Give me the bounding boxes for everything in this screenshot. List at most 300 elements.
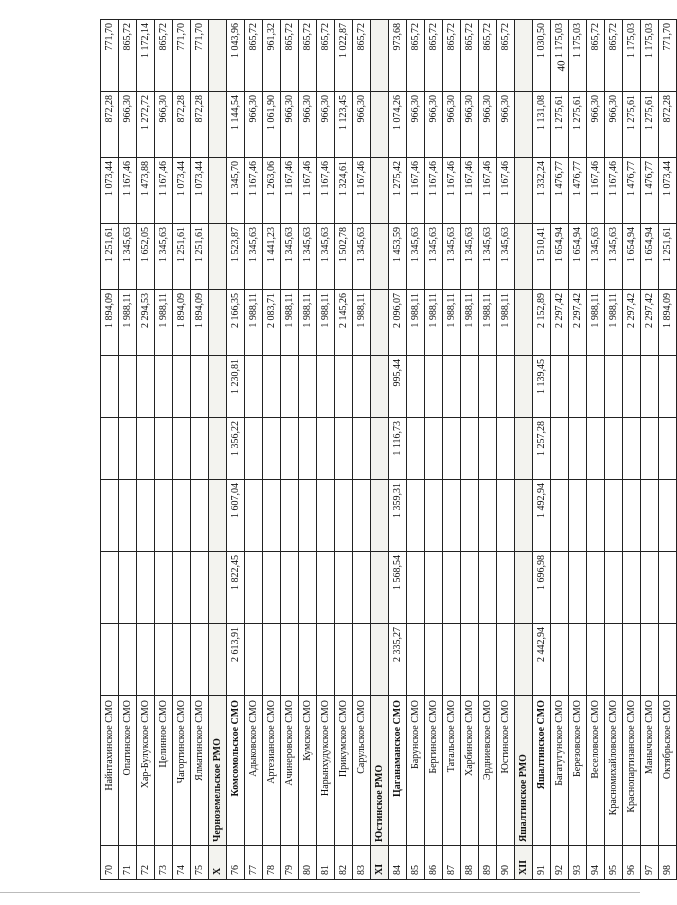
municipality-name-cell: Ялматинское СМО <box>191 696 209 846</box>
value-cell-c6: 1 988,11 <box>245 290 263 356</box>
value-cell-c3 <box>587 480 605 552</box>
value-cell-c7: 1 510,41 <box>533 224 551 290</box>
row-number-cell: 75 <box>191 846 209 880</box>
value-cell-c8: 1 073,44 <box>191 158 209 224</box>
value-cell-c5 <box>209 356 227 418</box>
row-number-cell: 96 <box>623 846 641 880</box>
value-cell-c9: 966,30 <box>299 92 317 158</box>
value-cell-c1 <box>407 624 425 696</box>
value-cell-c6: 1 894,09 <box>101 290 119 356</box>
value-cell-c10: 1 175,03 <box>569 20 587 92</box>
value-cell-c3 <box>245 480 263 552</box>
row-number-cell: 81 <box>317 846 335 880</box>
value-cell-c5 <box>515 356 533 418</box>
value-cell-c7: 1 345,63 <box>299 224 317 290</box>
value-cell-c5 <box>317 356 335 418</box>
value-cell-c9: 1 275,61 <box>551 92 569 158</box>
value-cell-c6: 1 988,11 <box>299 290 317 356</box>
value-cell-c1 <box>623 624 641 696</box>
value-cell-c1 <box>137 624 155 696</box>
value-cell-c5: 995,44 <box>389 356 407 418</box>
table-row <box>155 20 173 880</box>
value-cell-c3 <box>497 480 515 552</box>
value-cell-c8: 1 167,46 <box>587 158 605 224</box>
value-cell-c3 <box>425 480 443 552</box>
value-cell-c3 <box>119 480 137 552</box>
value-cell-c5: 1 230,81 <box>227 356 245 418</box>
value-cell-c5 <box>101 356 119 418</box>
value-cell-c8: 1 473,88 <box>137 158 155 224</box>
value-cell-c10: 771,70 <box>191 20 209 92</box>
value-cell-c4 <box>101 418 119 480</box>
value-cell-c5: 1 139,45 <box>533 356 551 418</box>
value-cell-c2 <box>623 552 641 624</box>
value-cell-c7: 1 654,94 <box>623 224 641 290</box>
value-cell-c8: 1 476,77 <box>623 158 641 224</box>
municipality-name-cell: Манычское СМО <box>641 696 659 846</box>
row-number-cell: 92 <box>551 846 569 880</box>
value-cell-c7: 1 523,87 <box>227 224 245 290</box>
value-cell-c1 <box>281 624 299 696</box>
value-cell-c2 <box>371 552 389 624</box>
value-cell-c8: 1 167,46 <box>299 158 317 224</box>
table-row <box>353 20 371 880</box>
value-cell-c6 <box>515 290 533 356</box>
table-row <box>533 20 551 880</box>
value-cell-c9 <box>515 92 533 158</box>
value-cell-c4: 1 116,73 <box>389 418 407 480</box>
value-cell-c2 <box>479 552 497 624</box>
value-cell-c1 <box>659 624 677 696</box>
value-cell-c9: 1 074,26 <box>389 92 407 158</box>
value-cell-c5 <box>587 356 605 418</box>
value-cell-c4 <box>371 418 389 480</box>
value-cell-c3 <box>371 480 389 552</box>
value-cell-c10: 1 172,14 <box>137 20 155 92</box>
value-cell-c3 <box>155 480 173 552</box>
table-row <box>389 20 407 880</box>
value-cell-c3 <box>443 480 461 552</box>
municipality-name-cell: Березовское СМО <box>569 696 587 846</box>
value-cell-c7: 1 654,94 <box>551 224 569 290</box>
value-cell-c10 <box>209 20 227 92</box>
value-cell-c2 <box>407 552 425 624</box>
value-cell-c4 <box>245 418 263 480</box>
value-cell-c10: 771,70 <box>101 20 119 92</box>
value-cell-c3 <box>137 480 155 552</box>
value-cell-c8: 1 167,46 <box>119 158 137 224</box>
row-number-cell: 70 <box>101 846 119 880</box>
table-row <box>497 20 515 880</box>
value-cell-c8: 1 167,46 <box>425 158 443 224</box>
value-cell-c9: 966,30 <box>461 92 479 158</box>
row-number-cell: 79 <box>281 846 299 880</box>
value-cell-c1 <box>641 624 659 696</box>
value-cell-c9: 1 275,61 <box>641 92 659 158</box>
value-cell-c4 <box>551 418 569 480</box>
municipality-name-cell: Яшалтинское РМО <box>515 696 533 846</box>
value-cell-c5 <box>623 356 641 418</box>
value-cell-c2 <box>587 552 605 624</box>
value-cell-c6: 2 297,42 <box>641 290 659 356</box>
value-cell-c1 <box>245 624 263 696</box>
value-cell-c5 <box>551 356 569 418</box>
value-cell-c3 <box>263 480 281 552</box>
value-cell-c9: 966,30 <box>407 92 425 158</box>
value-cell-c2 <box>641 552 659 624</box>
value-cell-c9: 966,30 <box>119 92 137 158</box>
municipality-name-cell: Харбинское СМО <box>461 696 479 846</box>
table-row <box>461 20 479 880</box>
value-cell-c3 <box>605 480 623 552</box>
municipality-name-cell: Нарынхудукское СМО <box>317 696 335 846</box>
value-cell-c10: 865,72 <box>281 20 299 92</box>
value-cell-c7: 1 251,61 <box>191 224 209 290</box>
group-header-row <box>209 20 227 880</box>
value-cell-c7: 1 441,23 <box>263 224 281 290</box>
municipality-name-cell: Чагортинское СМО <box>173 696 191 846</box>
value-cell-c1: 2 613,91 <box>227 624 245 696</box>
table-row <box>425 20 443 880</box>
value-cell-c5 <box>371 356 389 418</box>
value-cell-c9: 966,30 <box>353 92 371 158</box>
row-number-cell: X <box>209 846 227 880</box>
municipality-name-cell: Багатугунское СМО <box>551 696 569 846</box>
value-cell-c1: 2 335,27 <box>389 624 407 696</box>
table-row <box>245 20 263 880</box>
table-row <box>605 20 623 880</box>
value-cell-c3 <box>317 480 335 552</box>
value-cell-c9: 1 131,08 <box>533 92 551 158</box>
row-number-cell: 80 <box>299 846 317 880</box>
row-number-cell: 71 <box>119 846 137 880</box>
row-number-cell: 86 <box>425 846 443 880</box>
value-cell-c10: 865,72 <box>407 20 425 92</box>
value-cell-c5 <box>155 356 173 418</box>
municipality-name-cell: Краснопартизанское СМО <box>623 696 641 846</box>
value-cell-c2 <box>317 552 335 624</box>
table-row <box>569 20 587 880</box>
value-cell-c3 <box>479 480 497 552</box>
value-cell-c1 <box>371 624 389 696</box>
value-cell-c5 <box>407 356 425 418</box>
value-cell-c4 <box>209 418 227 480</box>
value-cell-c1 <box>551 624 569 696</box>
value-cell-c1 <box>119 624 137 696</box>
group-header-row <box>371 20 389 880</box>
value-cell-c9: 966,30 <box>605 92 623 158</box>
value-cell-c8 <box>209 158 227 224</box>
value-cell-c5 <box>659 356 677 418</box>
value-cell-c5 <box>191 356 209 418</box>
table-row <box>335 20 353 880</box>
municipality-name-cell: Октябрьское СМО <box>659 696 677 846</box>
value-cell-c5 <box>299 356 317 418</box>
value-cell-c6: 2 145,26 <box>335 290 353 356</box>
value-cell-c6: 2 297,42 <box>551 290 569 356</box>
value-cell-c3 <box>461 480 479 552</box>
value-cell-c7: 1 345,63 <box>245 224 263 290</box>
value-cell-c9: 966,30 <box>443 92 461 158</box>
value-cell-c6: 2 083,71 <box>263 290 281 356</box>
value-cell-c10: 865,72 <box>353 20 371 92</box>
value-cell-c2 <box>119 552 137 624</box>
value-cell-c10: 865,72 <box>119 20 137 92</box>
value-cell-c10: 865,72 <box>479 20 497 92</box>
value-cell-c6: 1 988,11 <box>479 290 497 356</box>
municipality-name-cell: Красномихайловское СМО <box>605 696 623 846</box>
value-cell-c7: 1 345,63 <box>407 224 425 290</box>
municipality-name-cell: Юстинское СМО <box>497 696 515 846</box>
value-cell-c8: 1 167,46 <box>281 158 299 224</box>
value-cell-c4 <box>479 418 497 480</box>
table-body <box>101 20 677 880</box>
value-cell-c2 <box>155 552 173 624</box>
value-cell-c4 <box>623 418 641 480</box>
municipality-name-cell: Прикумское СМО <box>335 696 353 846</box>
value-cell-c3 <box>569 480 587 552</box>
value-cell-c4 <box>425 418 443 480</box>
value-cell-c2: 1 568,54 <box>389 552 407 624</box>
value-cell-c2 <box>299 552 317 624</box>
value-cell-c5 <box>479 356 497 418</box>
municipality-name-cell: Опатинское СМО <box>119 696 137 846</box>
value-cell-c1 <box>443 624 461 696</box>
value-cell-c6: 1 988,11 <box>407 290 425 356</box>
value-cell-c3 <box>299 480 317 552</box>
value-cell-c4 <box>515 418 533 480</box>
value-cell-c4 <box>659 418 677 480</box>
value-cell-c2 <box>191 552 209 624</box>
value-cell-c4: 1 356,22 <box>227 418 245 480</box>
value-cell-c8 <box>515 158 533 224</box>
table-row <box>227 20 245 880</box>
value-cell-c7: 1 345,63 <box>443 224 461 290</box>
value-cell-c6: 1 988,11 <box>281 290 299 356</box>
value-cell-c1 <box>353 624 371 696</box>
value-cell-c7: 1 654,94 <box>641 224 659 290</box>
value-cell-c7 <box>209 224 227 290</box>
value-cell-c2 <box>461 552 479 624</box>
value-cell-c2 <box>353 552 371 624</box>
value-cell-c9: 1 123,45 <box>335 92 353 158</box>
value-cell-c2: 1 696,98 <box>533 552 551 624</box>
value-cell-c7: 1 652,05 <box>137 224 155 290</box>
table-row <box>443 20 461 880</box>
municipality-name-cell: Веселовское СМО <box>587 696 605 846</box>
table-row <box>587 20 605 880</box>
value-cell-c10: 1 043,96 <box>227 20 245 92</box>
value-cell-c9: 966,30 <box>281 92 299 158</box>
value-cell-c8: 1 332,24 <box>533 158 551 224</box>
value-cell-c3 <box>659 480 677 552</box>
value-cell-c2 <box>263 552 281 624</box>
row-number-cell: 83 <box>353 846 371 880</box>
table-row <box>281 20 299 880</box>
municipality-name-cell: Целинное СМО <box>155 696 173 846</box>
value-cell-c10: 1 175,03 <box>623 20 641 92</box>
value-cell-c7: 1 345,63 <box>155 224 173 290</box>
row-number-cell: 91 <box>533 846 551 880</box>
row-number-cell: XII <box>515 846 533 880</box>
table-row <box>263 20 281 880</box>
value-cell-c10: 865,72 <box>299 20 317 92</box>
value-cell-c4 <box>605 418 623 480</box>
value-cell-c1 <box>263 624 281 696</box>
table-row <box>623 20 641 880</box>
value-cell-c8: 1 167,46 <box>317 158 335 224</box>
value-cell-c3 <box>623 480 641 552</box>
table-row <box>641 20 659 880</box>
value-cell-c4 <box>497 418 515 480</box>
value-cell-c10: 865,72 <box>605 20 623 92</box>
value-cell-c10: 1 030,50 <box>533 20 551 92</box>
table-row <box>191 20 209 880</box>
municipality-name-cell: Хар-Булукское СМО <box>137 696 155 846</box>
row-number-cell: 90 <box>497 846 515 880</box>
value-cell-c5 <box>245 356 263 418</box>
value-cell-c6: 1 988,11 <box>587 290 605 356</box>
tariff-table <box>100 19 677 880</box>
row-number-cell: 73 <box>155 846 173 880</box>
value-cell-c2 <box>569 552 587 624</box>
value-cell-c5 <box>119 356 137 418</box>
value-cell-c4 <box>299 418 317 480</box>
municipality-name-cell: Найнтахинское СМО <box>101 696 119 846</box>
row-number-cell: 77 <box>245 846 263 880</box>
value-cell-c6: 1 894,09 <box>173 290 191 356</box>
value-cell-c8 <box>371 158 389 224</box>
value-cell-c4 <box>443 418 461 480</box>
value-cell-c9: 1 144,54 <box>227 92 245 158</box>
value-cell-c6: 1 988,11 <box>317 290 335 356</box>
value-cell-c3 <box>407 480 425 552</box>
value-cell-c8: 1 167,46 <box>461 158 479 224</box>
municipality-name-cell: Сарульское СМО <box>353 696 371 846</box>
value-cell-c8: 1 324,61 <box>335 158 353 224</box>
value-cell-c3: 1 492,94 <box>533 480 551 552</box>
value-cell-c2 <box>173 552 191 624</box>
value-cell-c1 <box>209 624 227 696</box>
row-number-cell: 85 <box>407 846 425 880</box>
value-cell-c1 <box>173 624 191 696</box>
value-cell-c7: 1 345,63 <box>461 224 479 290</box>
value-cell-c2 <box>101 552 119 624</box>
rotated-table-sheet <box>100 20 673 880</box>
table-row <box>101 20 119 880</box>
value-cell-c10: 865,72 <box>155 20 173 92</box>
value-cell-c9: 1 275,61 <box>623 92 641 158</box>
value-cell-c2 <box>425 552 443 624</box>
value-cell-c5 <box>497 356 515 418</box>
row-number-cell: XI <box>371 846 389 880</box>
table-row <box>137 20 155 880</box>
value-cell-c5 <box>425 356 443 418</box>
value-cell-c2 <box>245 552 263 624</box>
value-cell-c2 <box>281 552 299 624</box>
value-cell-c4 <box>407 418 425 480</box>
municipality-name-cell: Эрдниевское СМО <box>479 696 497 846</box>
value-cell-c4 <box>155 418 173 480</box>
municipality-name-cell: Кумское СМО <box>299 696 317 846</box>
value-cell-c10: 1 175,03 <box>551 20 569 92</box>
value-cell-c9: 966,30 <box>317 92 335 158</box>
value-cell-c4 <box>569 418 587 480</box>
value-cell-c10: 865,72 <box>497 20 515 92</box>
value-cell-c1 <box>425 624 443 696</box>
municipality-name-cell: Комсомольское СМО <box>227 696 245 846</box>
value-cell-c6: 2 294,53 <box>137 290 155 356</box>
value-cell-c9: 872,28 <box>173 92 191 158</box>
municipality-name-cell: Юстинское РМО <box>371 696 389 846</box>
page-number: 40 <box>555 60 568 72</box>
value-cell-c9: 1 061,90 <box>263 92 281 158</box>
table-row <box>317 20 335 880</box>
table-row <box>407 20 425 880</box>
value-cell-c3 <box>281 480 299 552</box>
value-cell-c9: 966,30 <box>587 92 605 158</box>
value-cell-c7 <box>371 224 389 290</box>
row-number-cell: 82 <box>335 846 353 880</box>
group-header-row <box>515 20 533 880</box>
value-cell-c9: 872,28 <box>659 92 677 158</box>
row-number-cell: 97 <box>641 846 659 880</box>
value-cell-c9: 872,28 <box>101 92 119 158</box>
value-cell-c8: 1 345,70 <box>227 158 245 224</box>
value-cell-c8: 1 167,46 <box>407 158 425 224</box>
value-cell-c8: 1 167,46 <box>479 158 497 224</box>
value-cell-c10: 771,70 <box>173 20 191 92</box>
value-cell-c10: 865,72 <box>461 20 479 92</box>
value-cell-c2 <box>137 552 155 624</box>
value-cell-c1 <box>155 624 173 696</box>
value-cell-c8: 1 167,46 <box>443 158 461 224</box>
value-cell-c2 <box>335 552 353 624</box>
value-cell-c3 <box>209 480 227 552</box>
row-number-cell: 84 <box>389 846 407 880</box>
value-cell-c1 <box>569 624 587 696</box>
value-cell-c3: 1 359,31 <box>389 480 407 552</box>
value-cell-c4 <box>191 418 209 480</box>
value-cell-c1 <box>461 624 479 696</box>
value-cell-c4 <box>317 418 335 480</box>
value-cell-c6: 2 152,89 <box>533 290 551 356</box>
value-cell-c6: 2 297,42 <box>569 290 587 356</box>
municipality-name-cell: Бергинское СМО <box>425 696 443 846</box>
value-cell-c6: 1 988,11 <box>497 290 515 356</box>
table-row <box>173 20 191 880</box>
value-cell-c4 <box>119 418 137 480</box>
value-cell-c7: 1 345,63 <box>605 224 623 290</box>
table-row <box>659 20 677 880</box>
value-cell-c6: 1 988,11 <box>443 290 461 356</box>
value-cell-c3 <box>335 480 353 552</box>
value-cell-c10 <box>515 20 533 92</box>
value-cell-c1 <box>587 624 605 696</box>
value-cell-c3 <box>353 480 371 552</box>
value-cell-c8: 1 073,44 <box>659 158 677 224</box>
value-cell-c7: 1 345,63 <box>497 224 515 290</box>
value-cell-c1 <box>515 624 533 696</box>
row-number-cell: 88 <box>461 846 479 880</box>
value-cell-c7: 1 502,78 <box>335 224 353 290</box>
row-number-cell: 78 <box>263 846 281 880</box>
value-cell-c7: 1 251,61 <box>101 224 119 290</box>
row-number-cell: 76 <box>227 846 245 880</box>
row-number-cell: 89 <box>479 846 497 880</box>
municipality-name-cell: Яшалтинское СМО <box>533 696 551 846</box>
value-cell-c10: 771,70 <box>659 20 677 92</box>
